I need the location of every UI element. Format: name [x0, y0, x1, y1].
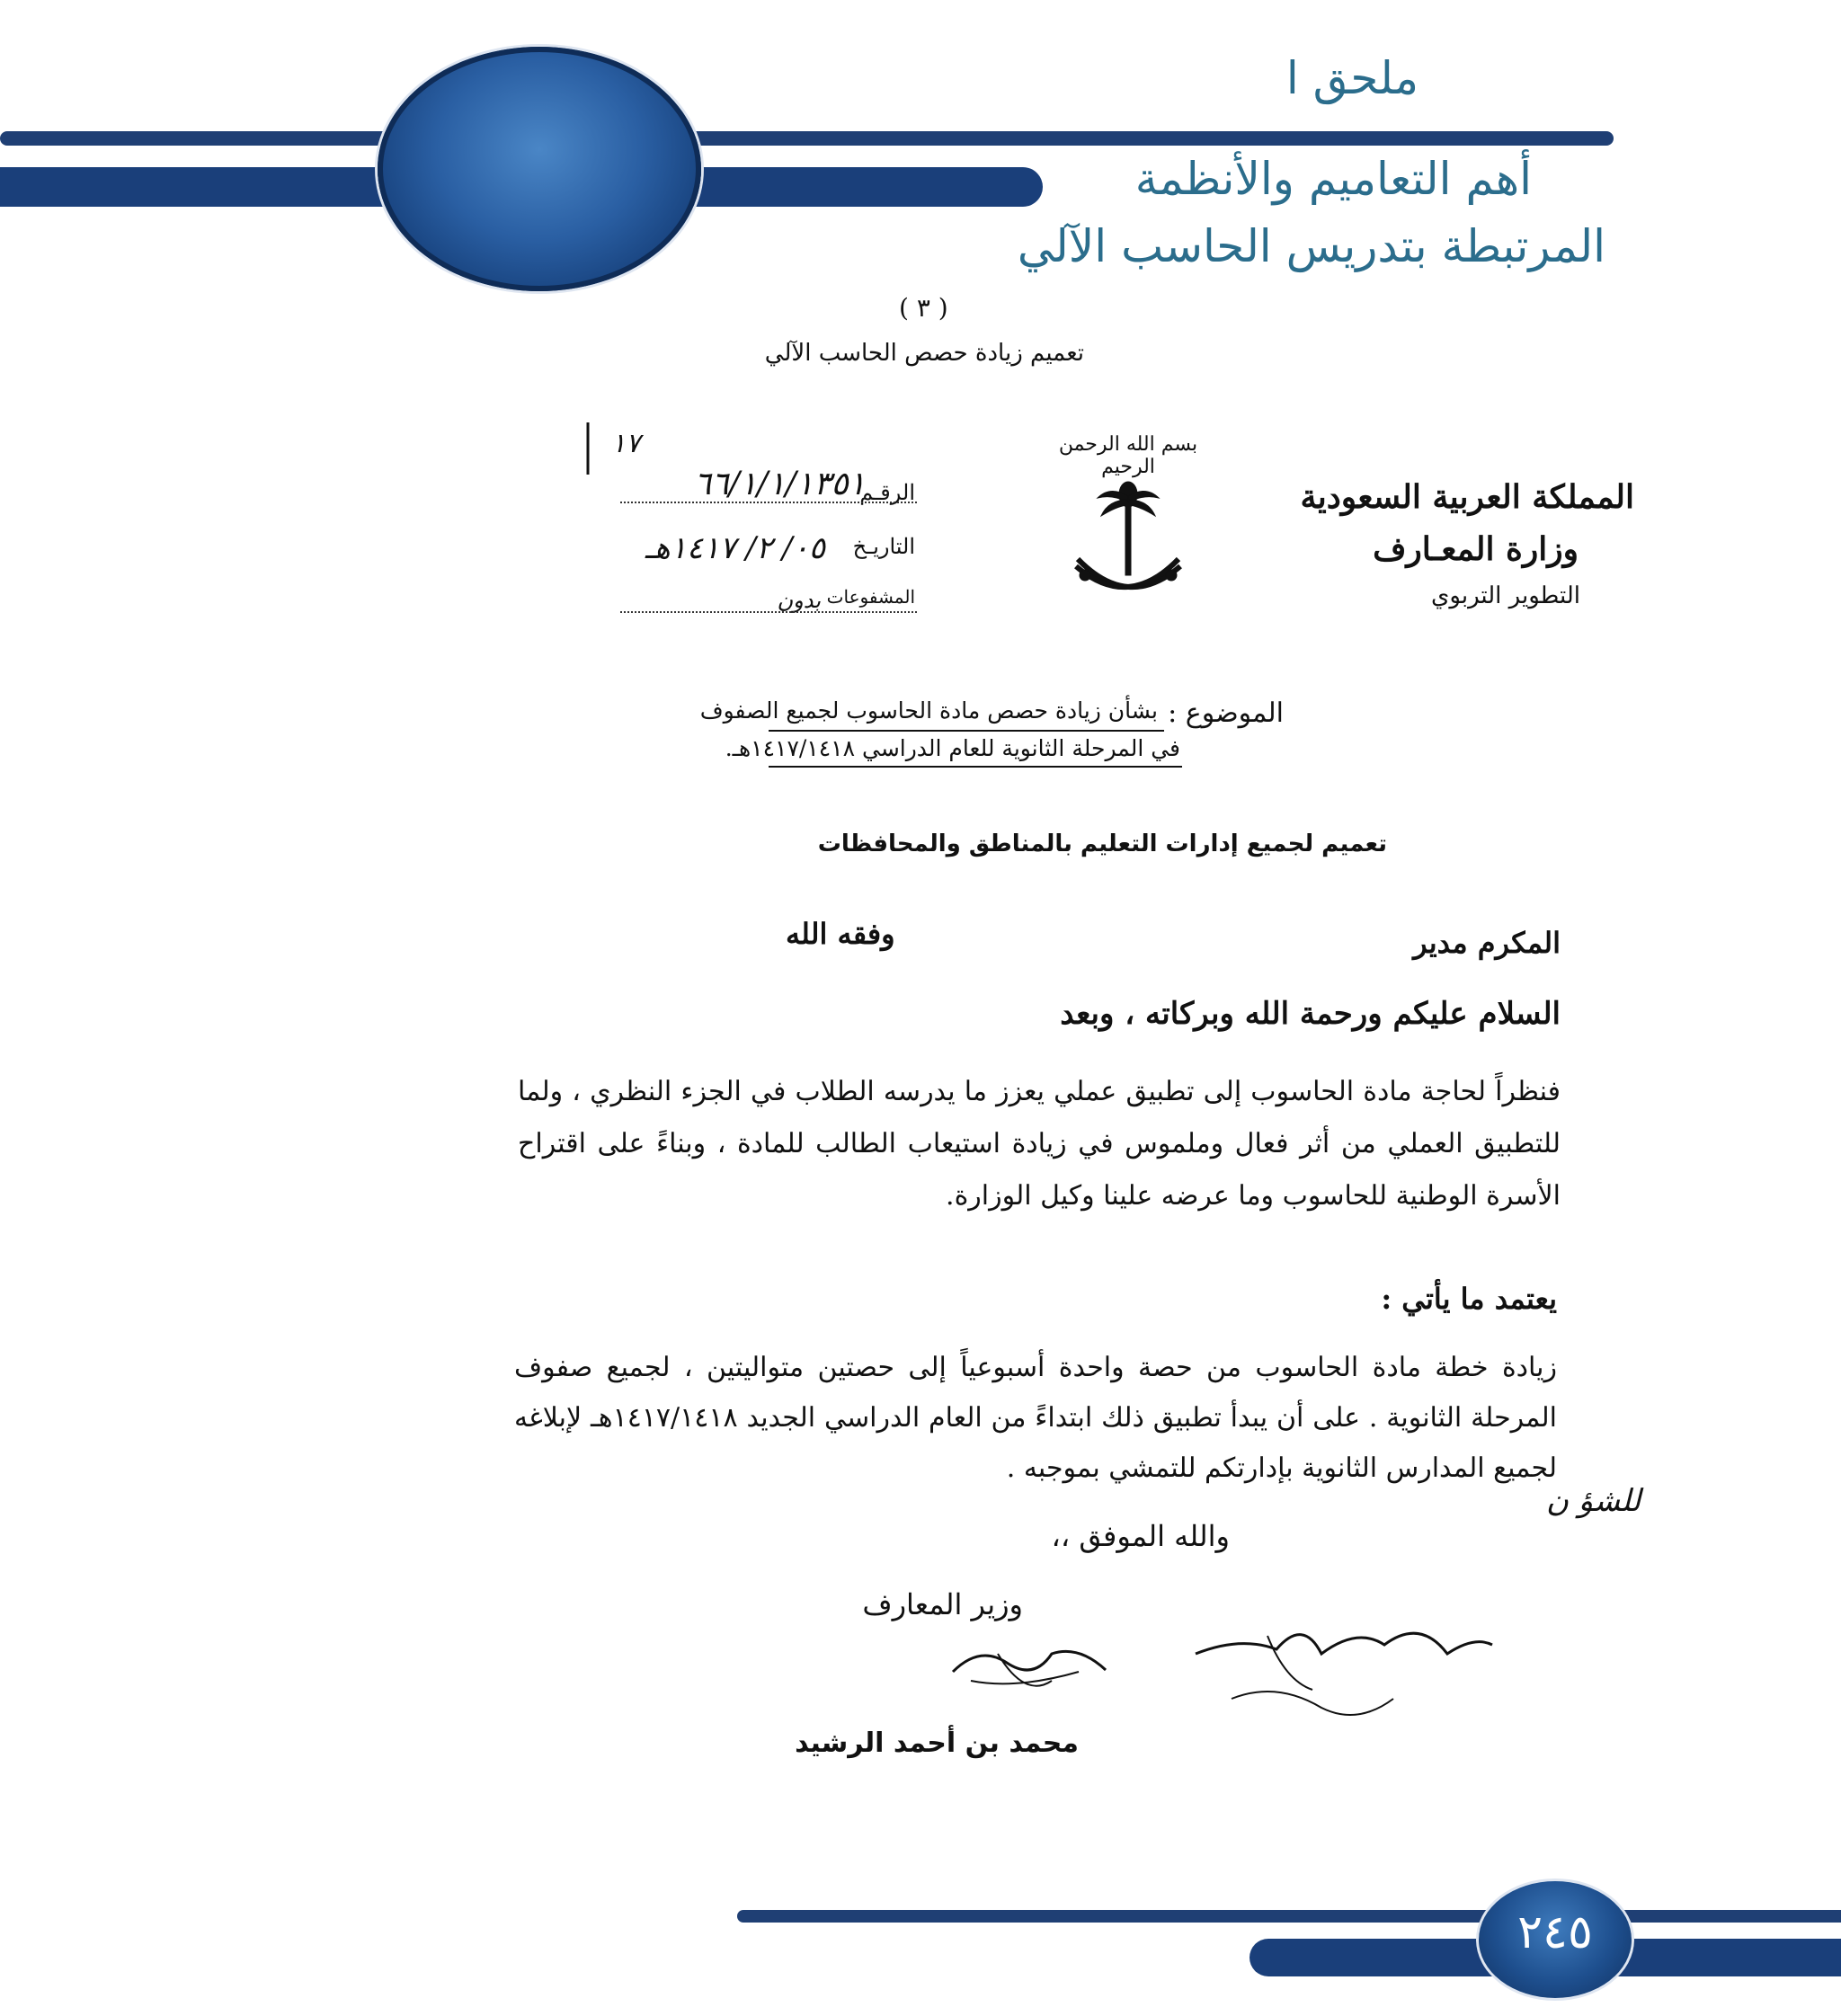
handwritten-stroke: [583, 422, 593, 476]
appendix-label: ملحق ا: [1285, 52, 1419, 104]
ref-label: الرقـم: [859, 480, 915, 505]
greeting: السلام عليكم ورحمة الله وبركاته ، وبعد: [1060, 996, 1561, 1032]
minister-title: وزير المعارف: [862, 1587, 1023, 1621]
salutation: المكرم مدير: [1413, 926, 1561, 960]
minister-name: محمد بن أحمد الرشيد: [795, 1727, 1079, 1759]
subject-label: الموضوع :: [1168, 697, 1284, 729]
page-number: ٢٤٥: [1517, 1905, 1593, 1959]
saudi-emblem-icon: [1065, 476, 1191, 620]
margin-note: للشؤ ن: [1546, 1483, 1641, 1519]
ref-dotted-line: [620, 502, 917, 503]
addressee-line: تعميم لجميع إدارات التعليم بالمناطق والمحافظات: [817, 830, 1387, 857]
header-title-line2: المرتبطة بتدريس الحاسب الآلي: [1017, 220, 1605, 272]
header-bar-thin: [0, 131, 1614, 146]
circular-title: تعميم زيادة حصص الحاسب الآلي: [764, 340, 1084, 367]
paragraph-2: زيادة خطة مادة الحاسوب من حصة واحدة أسبوعياً إلى حصتين متواليتين ، لجميع صفوف المرحلة الثانوية . على أن يبدأ تطبيق ذلك ابتداءً من العام الدراسي الجديد ١٤١٧/١٤١٨هـ لإبلاغه لجميع المدارس الثانوية بإدارتكم للتمشي بموجبه .: [514, 1352, 1557, 1484]
letterhead-ministry: وزارة المعـارف: [1373, 530, 1579, 568]
minister-signature: [944, 1627, 1124, 1708]
attachments-handwritten: بدون: [777, 588, 821, 613]
wafaqahu: وفقه الله: [786, 917, 895, 951]
footer-bar-thin: [737, 1910, 1841, 1923]
handwritten-top-mark: ١٧: [611, 428, 641, 459]
closing-line: والله الموفق ،،: [1051, 1519, 1230, 1553]
date-handwritten: ٠٥/ ٢/ ١٤١٧هـ: [645, 530, 825, 566]
attachments-label: المشفوعات: [826, 586, 915, 608]
paragraph-1: فنظراً لحاجة مادة الحاسوب إلى تطبيق عملي يعزز ما يدرسه الطلاب في الجزء النظري ، ولما للتطبيق العملي من أثر فعال وملموس في زيادة استيعاب الطالب للمادة ، وبناءً على اقتراح الأسرة الوطنية للحاسوب وما عرضه علينا وكيل الوزارة.: [518, 1076, 1561, 1212]
ref-handwritten: ٦٦/١/١/١٣٥١: [693, 466, 866, 502]
circular-number: ( ٣ ): [899, 293, 948, 323]
deputy-signature: [1178, 1600, 1501, 1735]
date-label: التاريـخ: [852, 534, 915, 559]
attachments-dotted-line: [620, 611, 917, 613]
subject-line1: بشأن زيادة حصص مادة الحاسوب لجميع الصفوف: [699, 697, 1158, 724]
subject-underline-1: [769, 730, 1164, 732]
header-title-line1: أهم التعاميم والأنظمة: [1134, 153, 1532, 205]
header-oval-emblem: [378, 47, 701, 291]
letterhead-department: التطوير التربوي: [1431, 582, 1580, 609]
subject-underline-2: [769, 766, 1182, 768]
subject-line2: في المرحلة الثانوية للعام الدراسي ١٤١٧/١٤١٨هـ.: [725, 735, 1180, 761]
decides-heading: يعتمد ما يأتي :: [1381, 1282, 1557, 1316]
letterhead-country: المملكة العربية السعودية: [1300, 478, 1634, 516]
basmala-calligraphy: بسم الله الرحمن الرحيم: [1058, 433, 1198, 478]
